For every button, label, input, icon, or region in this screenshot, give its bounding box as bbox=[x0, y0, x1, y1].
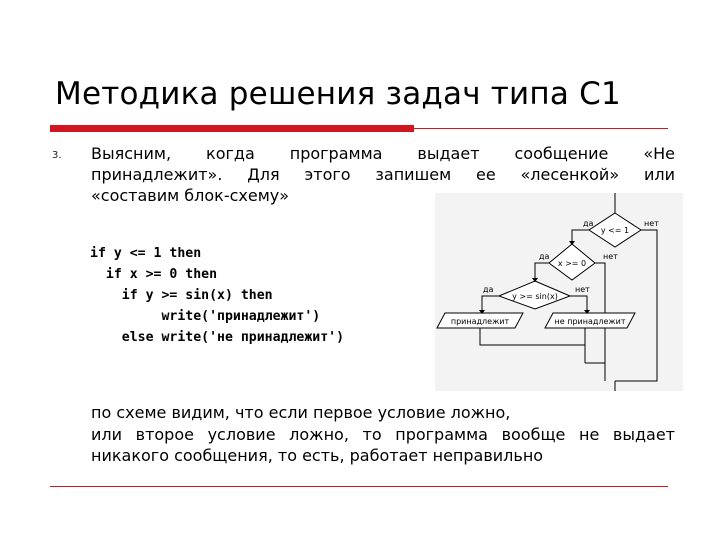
footer-rule bbox=[50, 486, 668, 487]
flowchart-diagram bbox=[435, 193, 683, 391]
list-number: 3. bbox=[52, 150, 62, 161]
yes-label: да bbox=[583, 219, 594, 228]
conclusion-line: или второе условие ложно, то программа вообще не выдает bbox=[91, 424, 675, 444]
no-label: нет bbox=[603, 252, 618, 261]
condition-3-label: y >= sin(x) bbox=[512, 292, 558, 301]
code-line: write('принадлежит') bbox=[90, 309, 321, 324]
conclusion-paragraph bbox=[91, 402, 675, 467]
intro-line: «составим блок-схему» bbox=[91, 186, 290, 205]
title-accent-bar bbox=[50, 125, 414, 132]
conclusion-line: по схеме видим, что если первое условие ложно, bbox=[91, 403, 511, 422]
flow-line bbox=[615, 230, 657, 381]
title-accent-line bbox=[414, 128, 668, 129]
code-line: if y <= 1 then bbox=[90, 246, 202, 261]
condition-2-label: x >= 0 bbox=[557, 259, 587, 268]
code-line: if y >= sin(x) then bbox=[90, 288, 273, 303]
condition-1-label: y <= 1 bbox=[600, 226, 630, 235]
yes-label: да bbox=[539, 252, 550, 261]
flow-line bbox=[572, 230, 589, 244]
code-line: if x >= 0 then bbox=[90, 267, 218, 282]
output-yes-label: принадлежит bbox=[450, 317, 510, 326]
no-label: нет bbox=[575, 285, 590, 294]
conclusion-line: никакого сообщения, то есть, работает неправильно bbox=[91, 446, 544, 465]
no-label: нет bbox=[644, 219, 659, 228]
intro-line: Выясним, когда программа выдает сообщение «Не bbox=[91, 144, 675, 163]
code-line: else write('не принадлежит') bbox=[90, 330, 345, 345]
slide-title: Методика решения задач типа С1 bbox=[55, 76, 621, 112]
code-block bbox=[90, 243, 344, 348]
flowchart-image bbox=[435, 193, 683, 391]
output-no-label: не принадлежит bbox=[554, 317, 626, 326]
intro-line: принадлежит». Для этого запишем ее «лесенкой» или bbox=[91, 165, 675, 184]
yes-label: да bbox=[483, 285, 494, 294]
flow-line bbox=[480, 328, 585, 345]
